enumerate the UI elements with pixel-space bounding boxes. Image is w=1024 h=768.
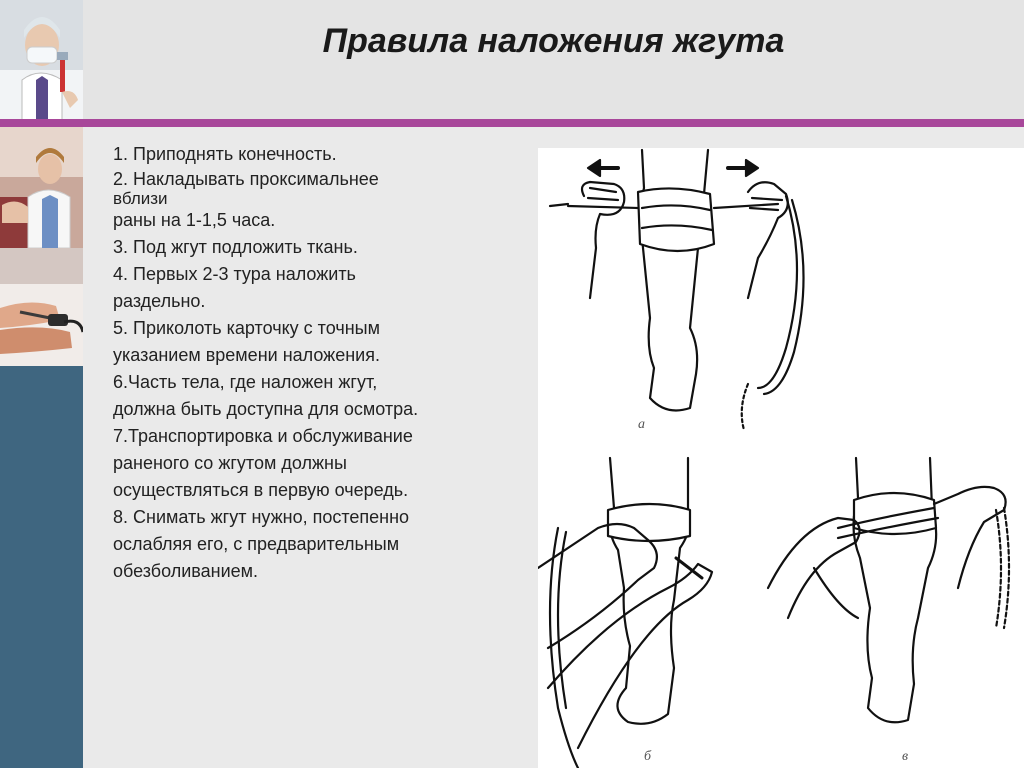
caption-c: в — [902, 749, 909, 764]
list-item: 4. Первых 2-3 тура наложить — [113, 264, 356, 284]
rules-list — [113, 141, 513, 585]
list-item: 1. Приподнять конечность. — [113, 144, 337, 164]
list-item: должна быть доступна для осмотра. — [113, 399, 419, 419]
accent-rule — [0, 119, 1024, 127]
illustration-panel-a — [550, 150, 804, 432]
photo-strip — [0, 0, 83, 768]
doctor-with-syringe-photo — [0, 0, 83, 121]
list-item: 6.Часть тела, где наложен жгут, — [113, 372, 378, 392]
list-item: раны на 1-1,5 часа. — [113, 210, 276, 230]
tourniquet-illustration — [538, 148, 1024, 768]
list-item: 5. Приколоть карточку с точным — [113, 318, 380, 338]
list-item: 2. Накладывать проксимальнее — [113, 169, 379, 189]
caption-b: б — [644, 749, 652, 764]
list-item: раненого со жгутом должны — [113, 453, 347, 473]
list-item: осуществляться в первую очередь. — [113, 480, 409, 500]
arrow-left-icon — [588, 160, 618, 176]
list-item: указанием времени наложения. — [113, 345, 380, 365]
caption-a: а — [638, 417, 645, 432]
list-item: обезболиванием. — [113, 561, 259, 581]
list-item: раздельно. — [113, 291, 206, 311]
list-item: вблизи — [113, 189, 168, 208]
list-item: ослабляя его, с предварительным — [113, 534, 400, 554]
list-item: 8. Снимать жгут нужно, постепенно — [113, 507, 410, 527]
illustration-panel-b — [538, 458, 712, 768]
slide-title: Правила наложения жгута — [322, 22, 785, 60]
nurse-photo — [0, 127, 83, 248]
arrow-right-icon — [728, 160, 758, 176]
illustration-panel-c — [768, 458, 1009, 764]
blood-pressure-photo — [0, 248, 83, 366]
list-item: 3. Под жгут подложить ткань. — [113, 237, 358, 257]
list-item: 7.Транспортировка и обслуживание — [113, 426, 413, 446]
